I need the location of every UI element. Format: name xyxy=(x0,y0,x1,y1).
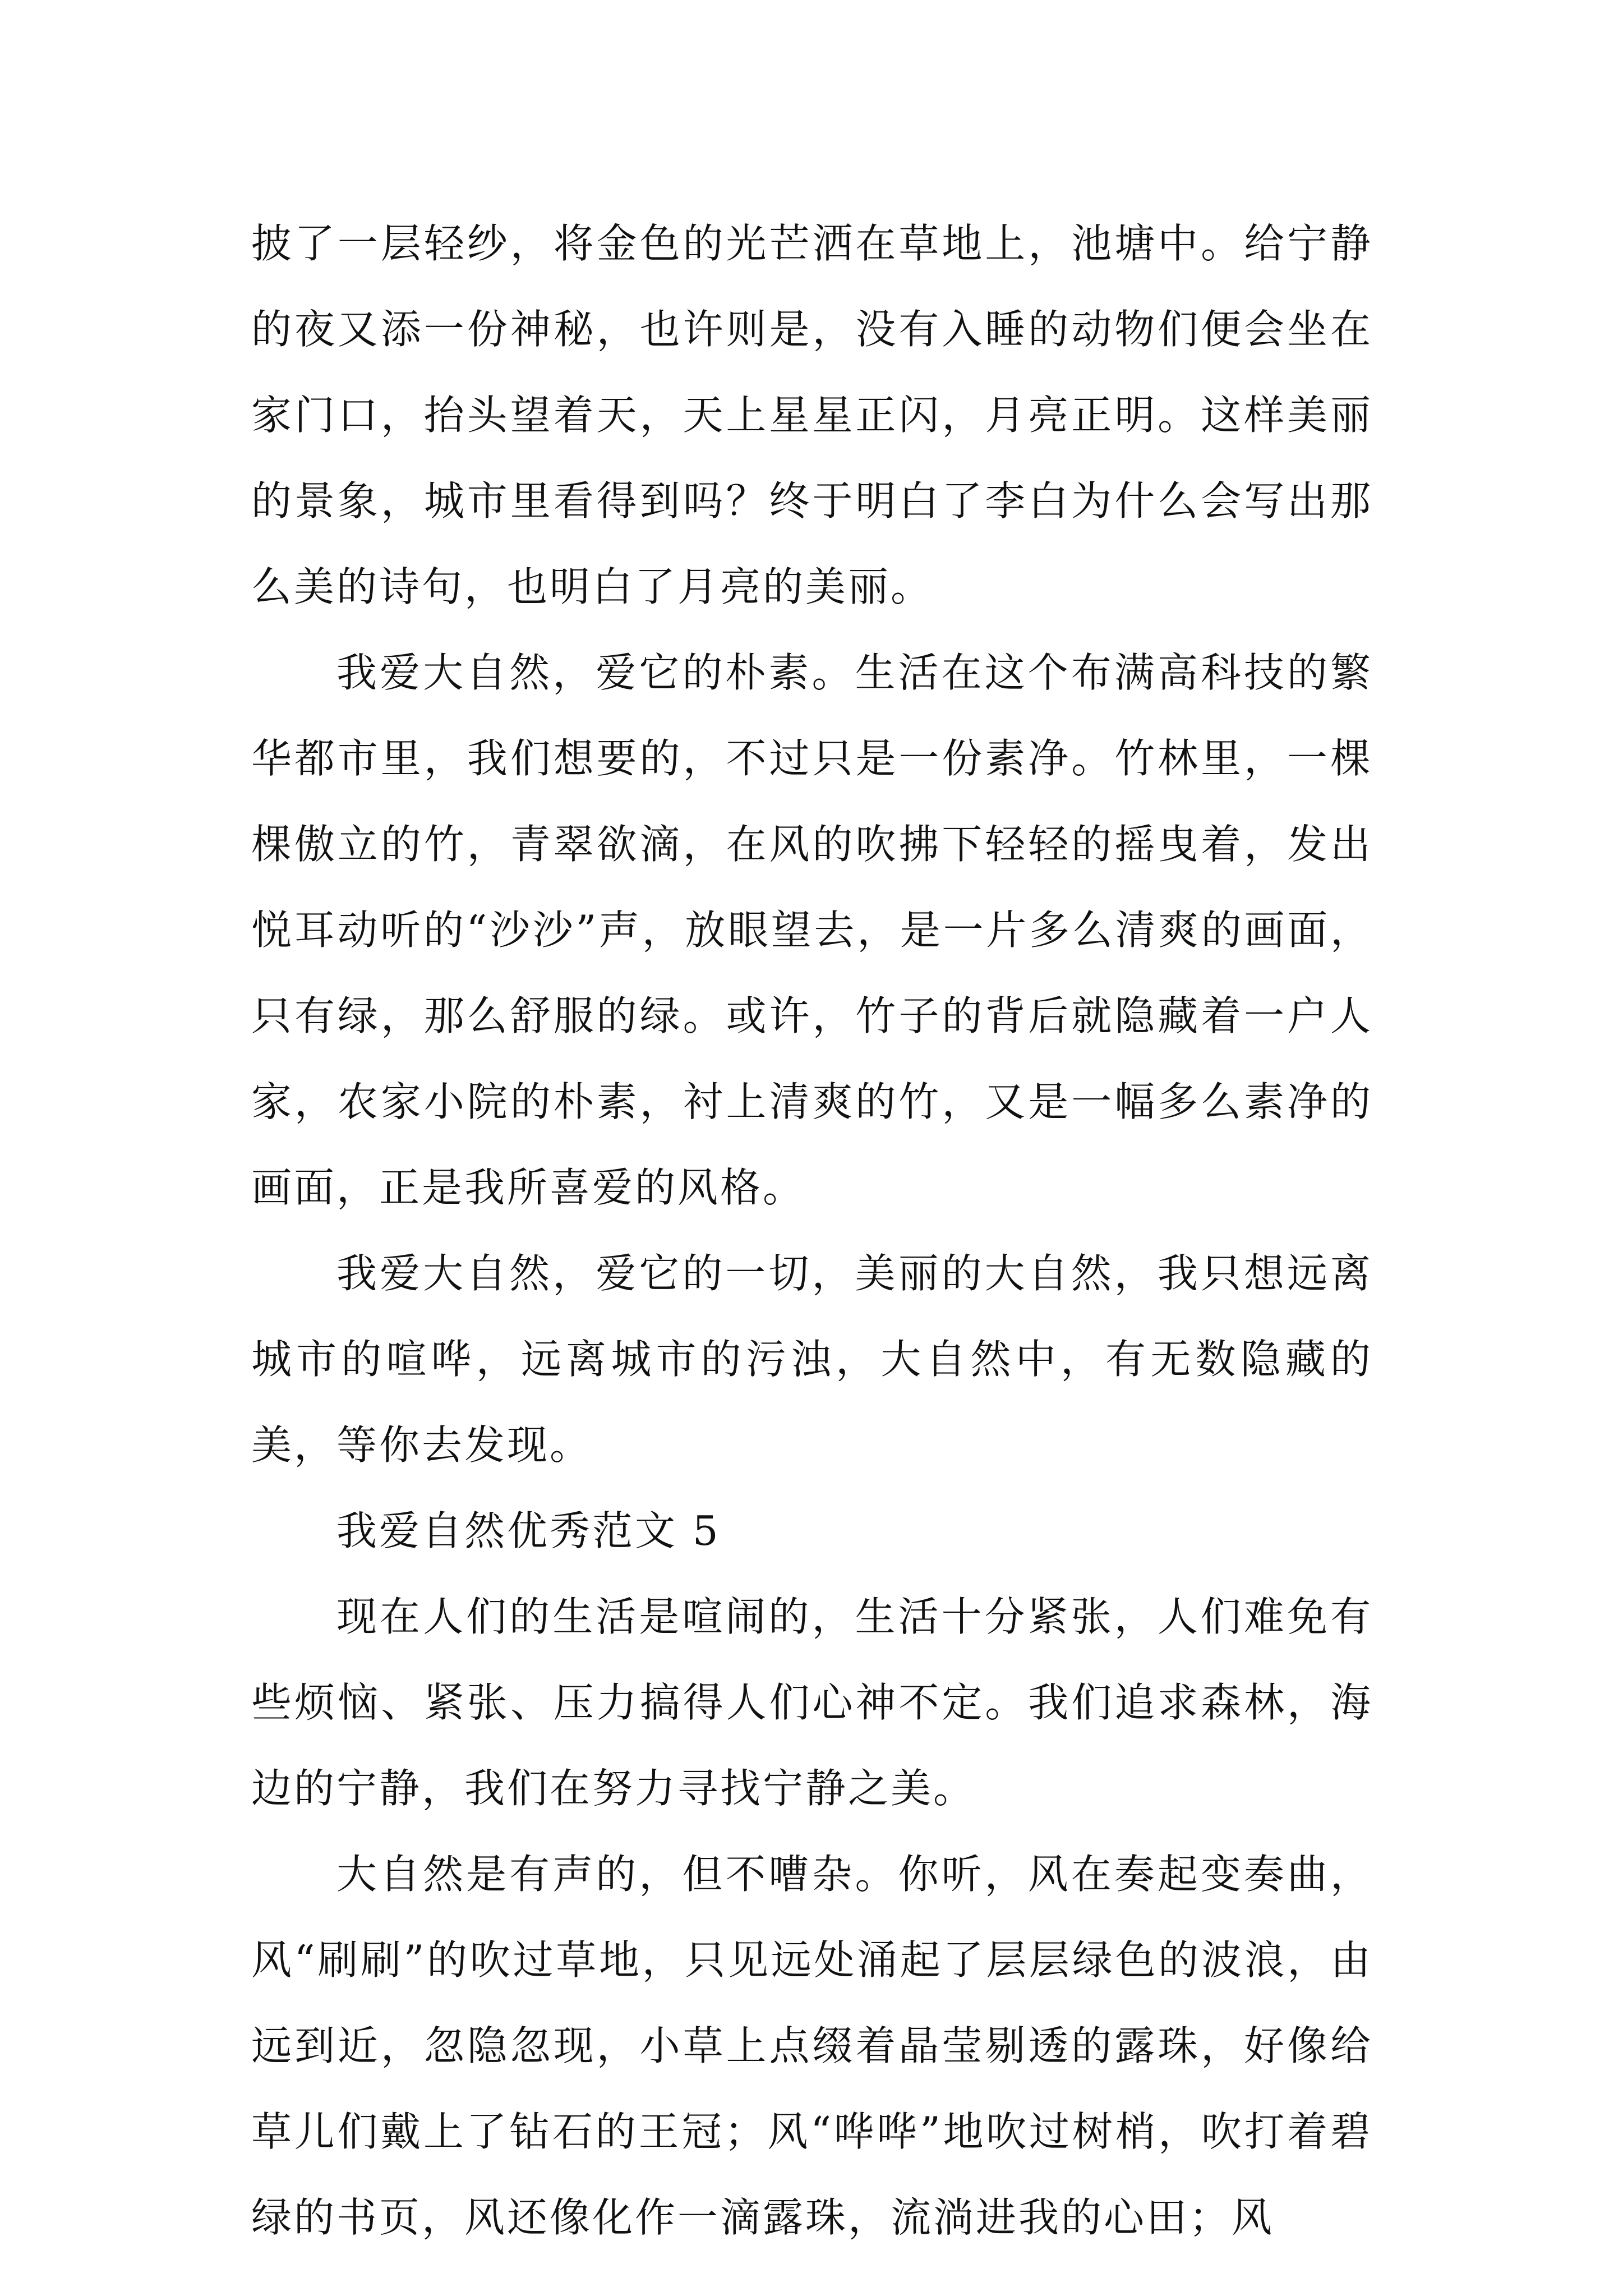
paragraph-nature-sound: 大自然是有声的，但不嘈杂。你听，风在奏起变奏曲，风“刷刷”的吹过草地，只见远处涌起了层层绿色的波浪，由远到近，忽隐忽现，小草上点缀着晶莹剔透的露珠，好像给草儿们戴上了钻石的王冠；风“哗哗”地吹过树梢，吹打着碧绿的书页，风还像化作一滴露珠，流淌进我的心田；风 xyxy=(251,1851,1373,2241)
paragraph-everything: 我爱大自然，爱它的一切，美丽的大自然，我只想远离城市的喧哗，远离城市的污浊，大自然中，有无数隐藏的美，等你去发现。 xyxy=(251,1250,1373,1469)
document-body xyxy=(251,201,1373,2261)
paragraph-modern-life: 现在人们的生活是喧闹的，生活十分紧张，人们难免有些烦恼、紧张、压力搞得人们心神不定。我们追求森林，海边的宁静，我们在努力寻找宁静之美。 xyxy=(251,1593,1373,1812)
paragraph-continuation: 披了一层轻纱，将金色的光芒洒在草地上，池塘中。给宁静的夜又添一份神秘，也许则是，没有入睡的动物们便会坐在家门口，抬头望着天，天上星星正闪，月亮正明。这样美丽的景象，城市里看得到吗？终于明白了李白为什么会写出那么美的诗句，也明白了月亮的美丽。 xyxy=(251,220,1373,610)
paragraph-simplicity: 我爱大自然，爱它的朴素。生活在这个布满高科技的繁华都市里，我们想要的，不过只是一份素净。竹林里，一棵棵傲立的竹，青翠欲滴，在风的吹拂下轻轻的摇曳着，发出悦耳动听的“沙沙”声，放眼望去，是一片多么清爽的画面，只有绿，那么舒服的绿。或许，竹子的背后就隐藏着一户人家，农家小院的朴素，衬上清爽的竹，又是一幅多么素净的画面，正是我所喜爱的风格。 xyxy=(251,649,1373,1211)
section-heading: 我爱自然优秀范文 5 xyxy=(336,1507,721,1554)
